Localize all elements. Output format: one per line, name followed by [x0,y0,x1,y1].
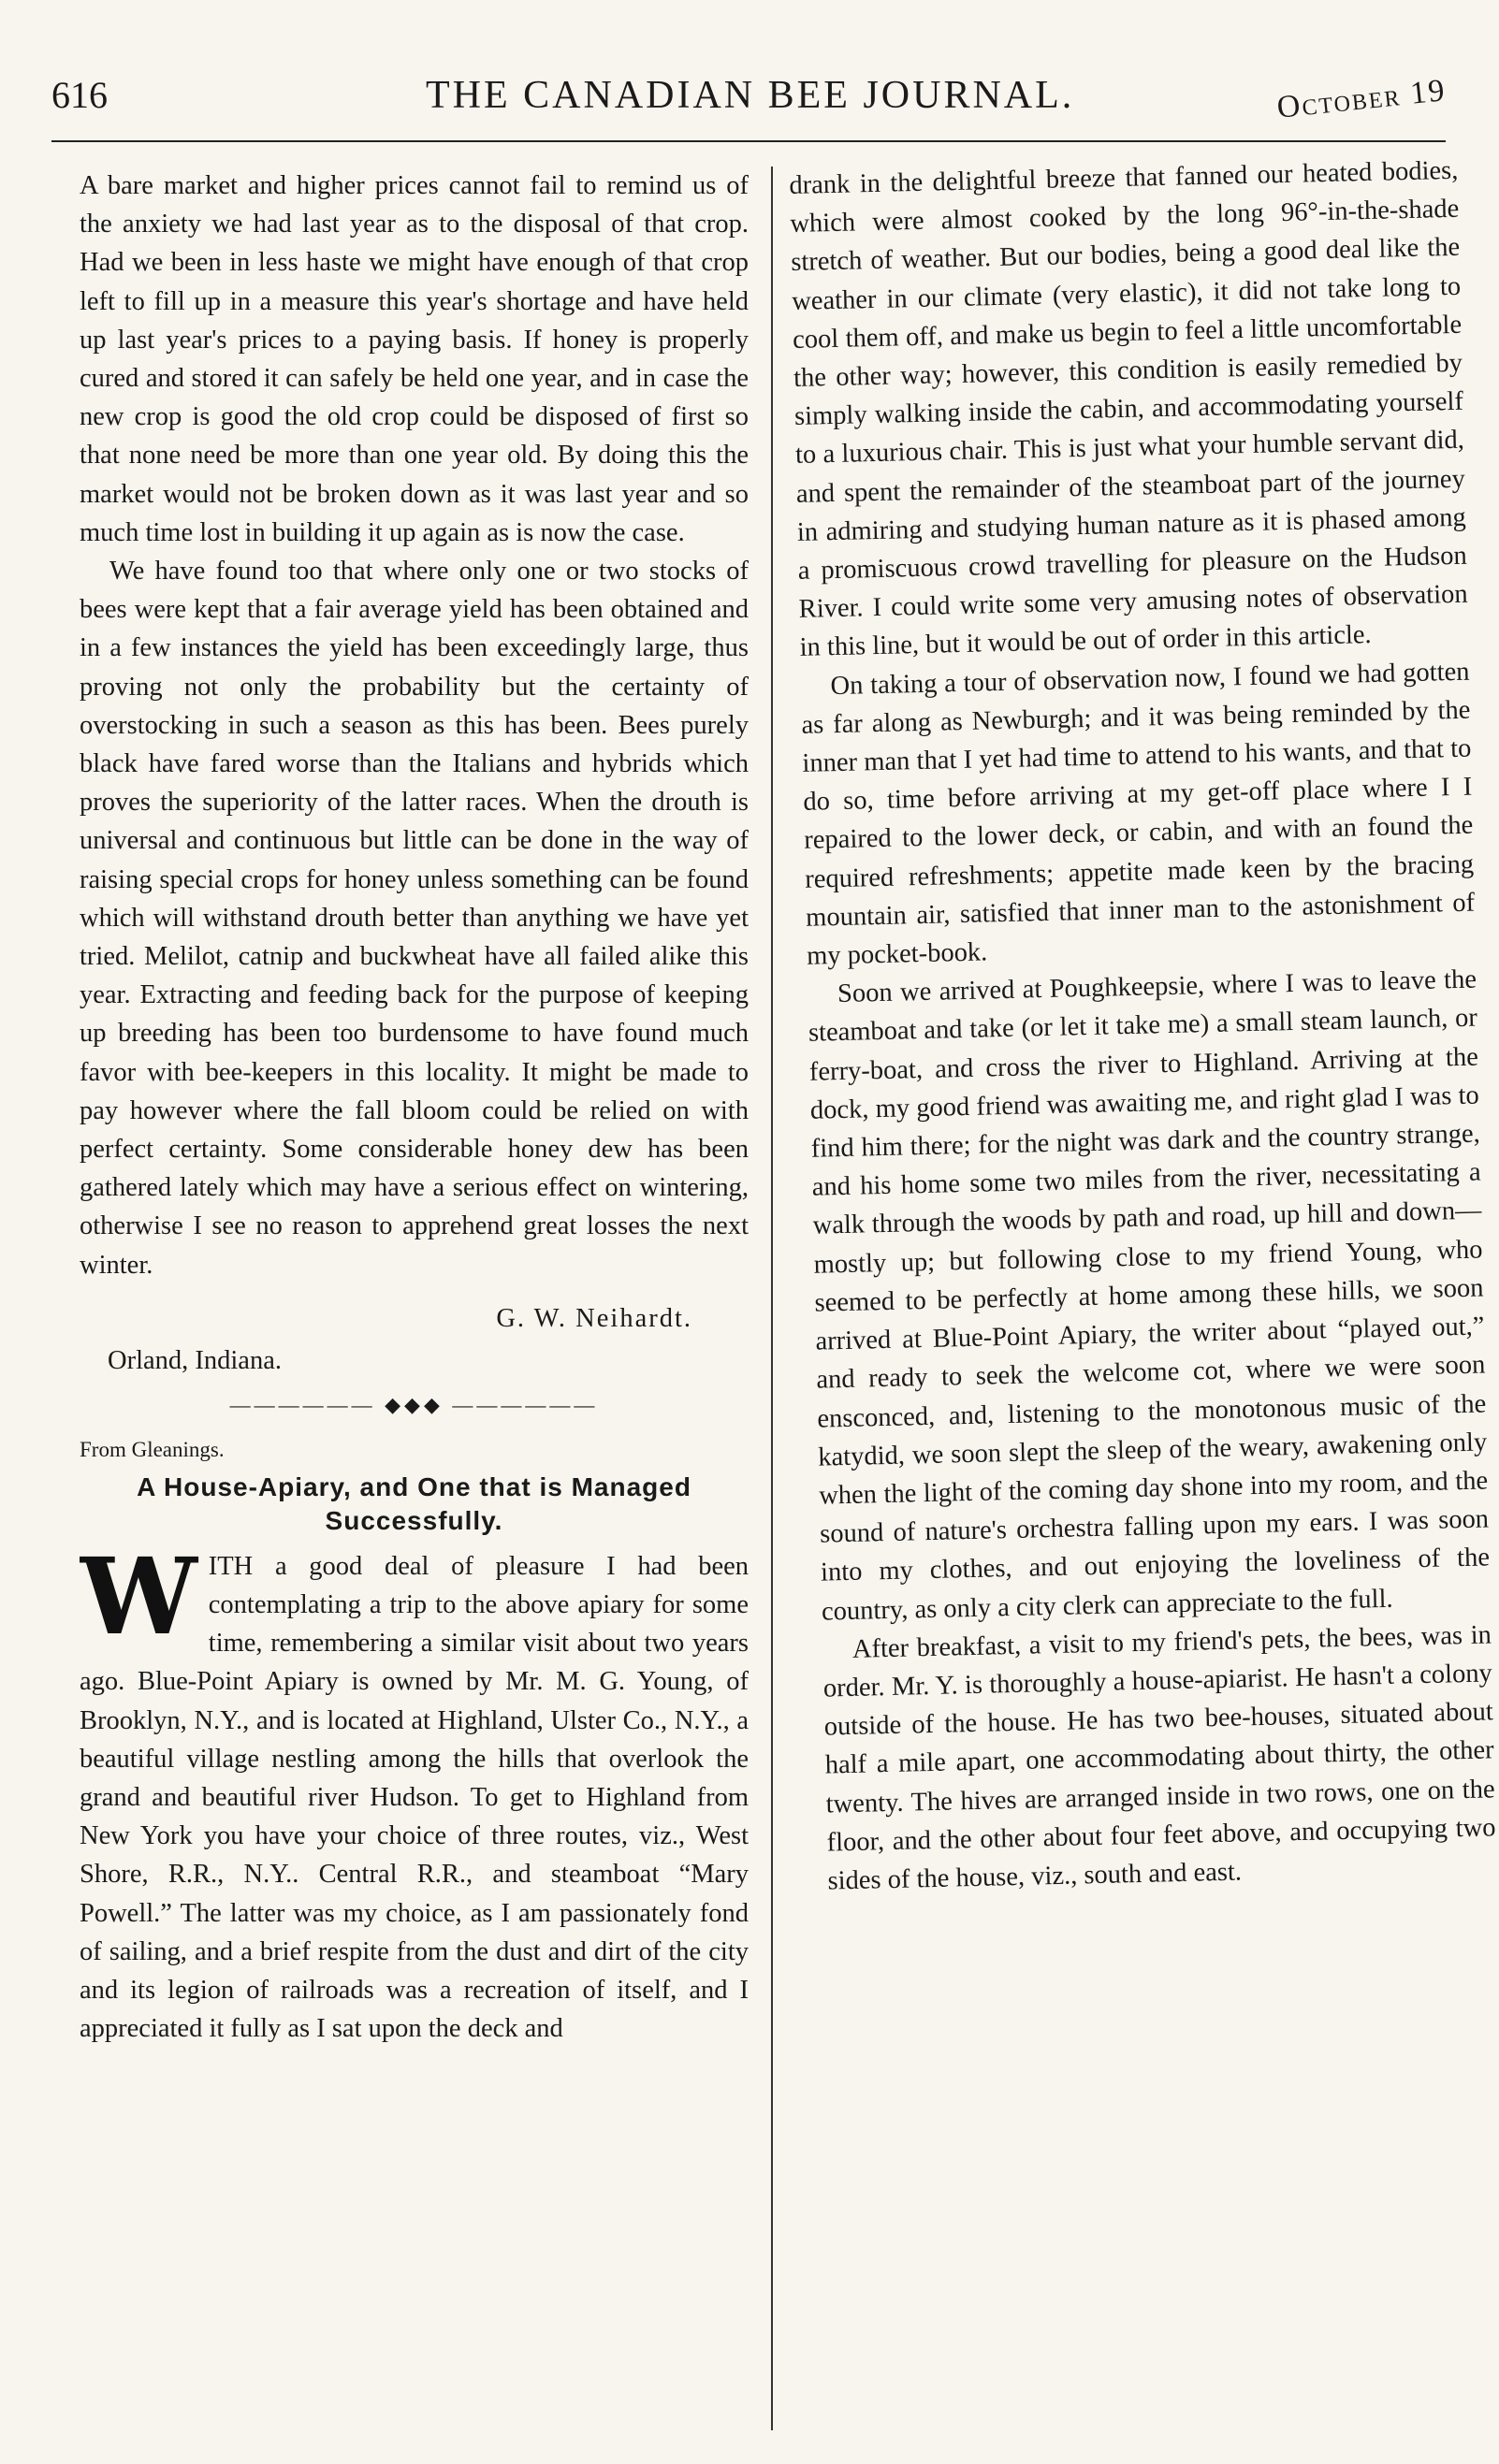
drop-cap-letter: W [80,1535,197,1659]
section-ornament: —————— ◆◆◆ —————— [229,1393,599,1417]
left-column [80,167,749,2430]
column-divider [771,167,773,2430]
page-number: 616 [51,74,108,116]
author-signature: G. W. Neihardt. [496,1303,692,1333]
journal-title: THE CANADIAN BEE JOURNAL. [426,74,1075,117]
body-paragraph: A bare market and higher prices cannot fail to remind us of the anxiety we had last year as to the disposal of that crop. Had we been in less haste we might have enough of that crop left to fill up in a measure this year's shortage and have held up last year's prices to a paying basis. If honey is properly cured and stored it can safely be held one year, and in case the new crop is good the old crop could be disposed of first so that none need be more than one year old. By doing this the market would not be broken down as it was last year and so much time lost in building it up again as is now the case. [80,171,749,547]
article-source: From Gleanings. [80,1437,225,1461]
body-paragraph: Soon we arrived at Poughkeepsie, where I was to leave the steamboat and take (or let it take me) a small steam launch, or ferry-boat, and cross the river to Highland. Arriving at the dock, my good friend was awaiting me, and right glad I was to find him there; for the night was dark and the country strange, and his home some two miles from the river, necessitating a walk through the woods by path and road, up hill and down—mostly up; but following close to my friend Young, who seemed to be perfectly at home among these hills, we soon arrived at Blue-Point Apiary, the writer about “played out,” and ready to seek the welcome cot, where we were soon ensconced, and, listening to the monotonous music of the katydid, we soon slept the sleep of the weary, awakening only when the light of the coming day shone into my room, and the sound of nature's orchestra falling upon my ears. I was soon into my clothes, and out enjoying the loveliness of the country, as only a city clerk can appreciate to the full. [808,964,1491,1627]
header-rule [51,140,1446,142]
issue-date: October 19 [1274,73,1448,125]
article-headline: A House-Apiary, and One that is Managed Successfully. [137,1471,691,1535]
article-first-paragraph [80,1535,749,2049]
article-first-paragraph-text: ITH a good deal of pleasure I had been contemplating a trip to the above apiary for some time, remembering a similar visit about two years ago. Blue-Point Apiary is owned by Mr. M. G. Young, of Brooklyn, N.Y., and is located at Highland, Ulster Co., N.Y., a beautiful village nestling among the hills that overlook the grand and beautiful river Hudson. To get to Highland from New York you have your choice of three routes, viz., West Shore, R.R., N.Y.. Central R.R., and steamboat “Mary Powell.” The latter was my choice, as I am passionately fond of sailing, and a brief respite from the dust and dirt of the city and its legion of railroads was a recreation of itself, and I appreciated it fully as I sat upon the deck and [80,1551,749,2044]
body-paragraph: On taking a tour of observation now, I found we had gotten as far along as Newburgh; and it was being reminded by the inner man that I yet had time to attend to his wants, and that to do so, time before arriving at my get-off place where I I repaired to the lower deck, or cabin, and with an found the required refreshments; appetite made keen by the bracing mountain air, satisfied that inner man to the astonishment of my pocket-book. [801,657,1476,971]
body-paragraph: drank in the delightful breeze that fanned our heated bodies, which were almost cooked by the long 96°-in-the-shade stretch of weather. But our bodies, being a good deal like the weather in our climate (very elastic), it did not take long to cool them off, and make us begin to feel a little uncomfortable the other way; however, this condition is easily remedied by simply walking inside the cabin, and accommodating yourself to a luxurious chair. This is just what your humble servant did, and spent the remainder of the steamboat part of the journey in admiring and studying human nature as it is phased among a promiscuous crowd travelling for pleasure on the Hudson River. I could write some very amusing notes of observation in this line, but it would be out of order in this article. [789,155,1468,663]
right-column [789,152,1499,2430]
page-header [51,73,1446,129]
author-location: Orland, Indiana. [108,1346,282,1376]
body-paragraph: After breakfast, a visit to my friend's pets, the bees, was in order. Mr. Y. is thoroughly a house-apiarist. He hasn't a colony outside of the house. He has two bee-houses, situated about half a mile apart, one accommodating about thirty, the other twenty. The hives are arranged inside in two rows, one on the floor, and the other about four feet above, and occupying two sides of the house, viz., south and east. [822,1620,1496,1896]
body-paragraph: We have found too that where only one or two stocks of bees were kept that a fair average yield has been obtained and in a few instances the yield has been exceedingly large, thus proving not only the probability but the certainty of overstocking in such a season as this has been. Bees purely black have fared worse than the Italians and hybrids which proves the superiority of the latter races. When the drouth is universal and continuous but little can be done in the way of raising special crops for honey unless something can be found which will withstand drouth better than anything we have yet tried. Melilot, catnip and buckwheat have all failed alike this year. Extracting and feeding back for the purpose of keeping up breeding has been too burdensome to have found much favor with bee-keepers in this locality. It might be made to pay however where the fall bloom could be relied on with perfect certainty. Some considerable honey dew has been gathered lately which may have a serious effect on wintering, otherwise I see no reason to apprehend great losses the next winter. [80,557,749,1280]
